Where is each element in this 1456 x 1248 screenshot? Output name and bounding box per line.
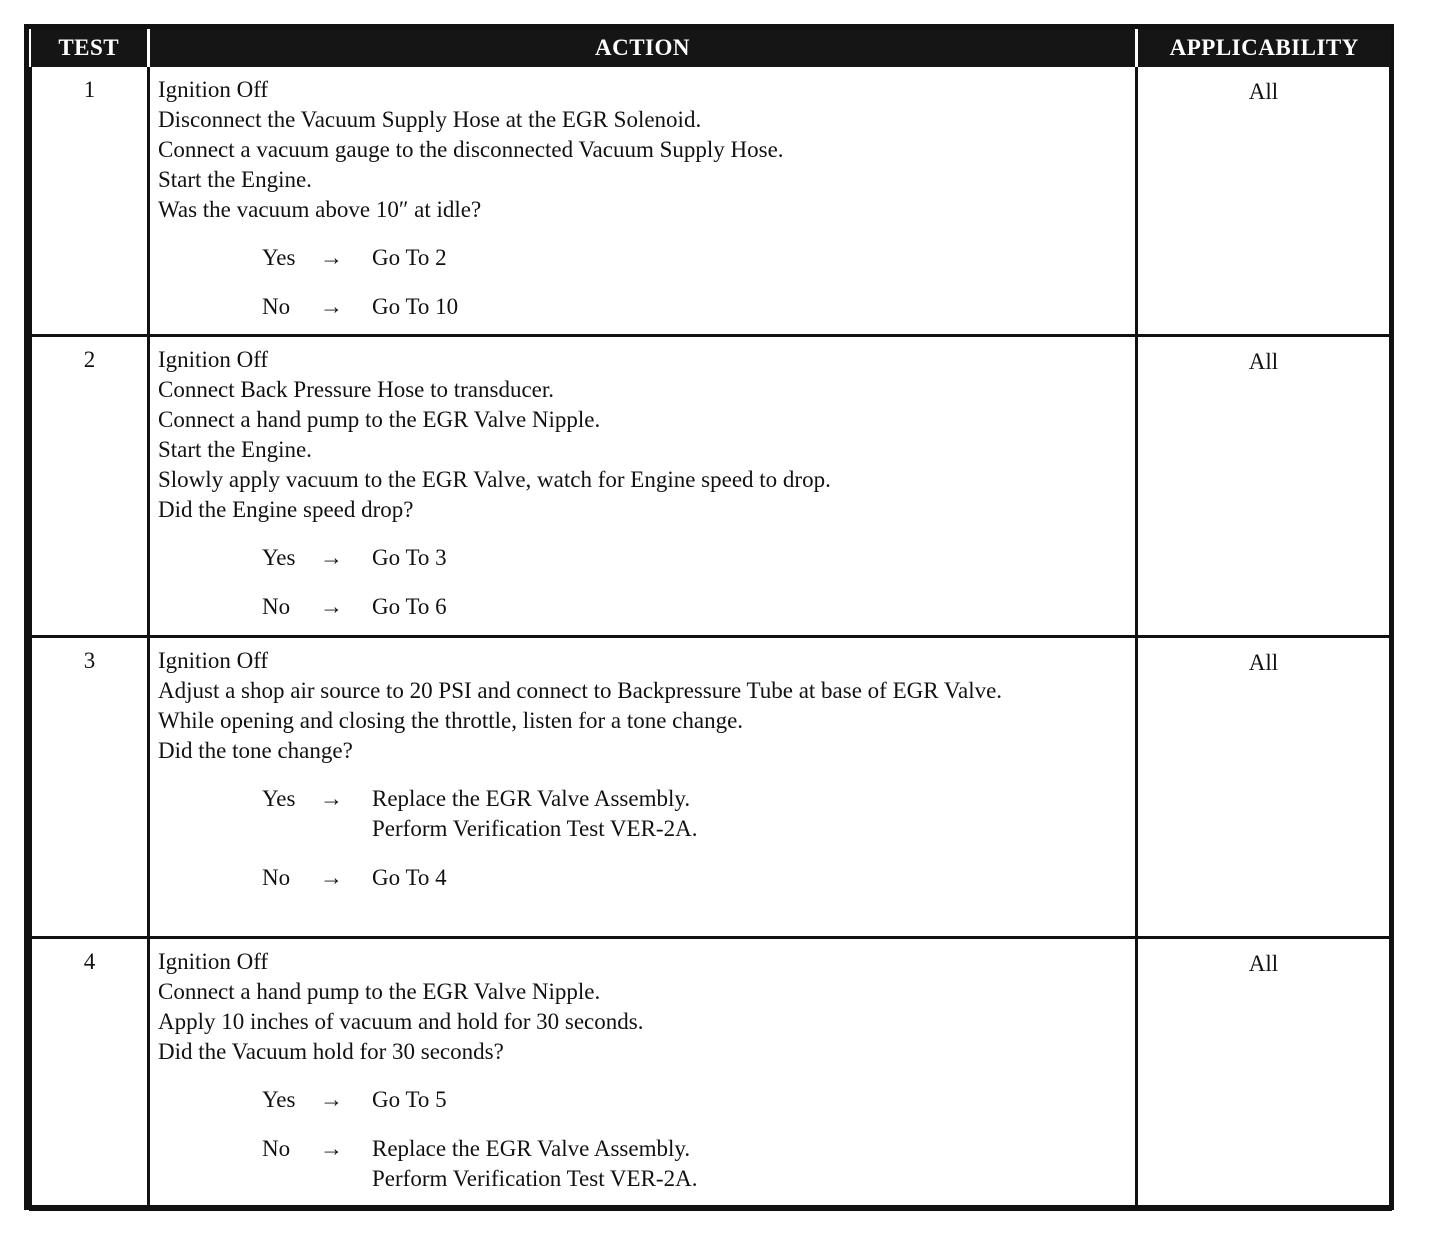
applicability-cell: All xyxy=(1137,937,1391,1209)
table-header-row xyxy=(31,29,1391,67)
header-action: ACTION xyxy=(149,29,1137,67)
no-label: No xyxy=(262,294,291,319)
action-step: While opening and closing the throttle, listen for a tone change. xyxy=(158,707,744,733)
action-step: Ignition Off xyxy=(158,77,269,102)
table-row xyxy=(31,335,1391,636)
test-number: 2 xyxy=(31,335,149,636)
arrow-icon: → xyxy=(320,544,343,570)
arrow-icon: → xyxy=(320,864,343,890)
yes-outcome xyxy=(372,543,1127,573)
yes-label: Yes xyxy=(262,1086,296,1112)
table-row xyxy=(31,937,1391,1209)
action-step: Disconnect the Vacuum Supply Hose at the EGR Solenoid. xyxy=(158,107,702,132)
action-step: Connect a hand pump to the EGR Valve Nipple. xyxy=(158,978,601,1004)
action-step: Connect a hand pump to the EGR Valve Nipple. xyxy=(158,406,601,432)
response-block xyxy=(158,543,1127,622)
outcome-line: Go To 3 xyxy=(372,544,447,570)
outcome-line: Go To 2 xyxy=(372,245,447,270)
table-row xyxy=(31,67,1391,335)
yes-label: Yes xyxy=(262,245,296,270)
action-step: Did the Vacuum hold for 30 seconds? xyxy=(158,1038,504,1064)
outcome-line: Go To 5 xyxy=(372,1086,447,1112)
action-step: Start the Engine. xyxy=(158,167,312,192)
action-cell xyxy=(149,335,1137,636)
no-outcome xyxy=(372,863,1127,893)
action-cell xyxy=(149,937,1137,1209)
response-block xyxy=(158,1085,1127,1194)
action-step: Adjust a shop air source to 20 PSI and connect to Backpressure Tube at base of EGR Valve. xyxy=(158,677,1003,703)
no-response xyxy=(158,863,1127,893)
outcome-line: Go To 4 xyxy=(372,864,447,890)
action-step: Did the tone change? xyxy=(158,737,353,763)
response-block xyxy=(158,243,1127,322)
test-number: 3 xyxy=(31,636,149,937)
yes-response xyxy=(158,1085,1127,1115)
action-step: Start the Engine. xyxy=(158,436,312,462)
yes-response xyxy=(158,243,1127,273)
action-step: Did the Engine speed drop? xyxy=(158,496,414,522)
action-step: Apply 10 inches of vacuum and hold for 30 seconds. xyxy=(158,1008,644,1034)
yes-response xyxy=(158,543,1127,573)
yes-label: Yes xyxy=(262,785,296,811)
diagnostic-test-table xyxy=(29,29,1392,1211)
diagnostic-table-frame xyxy=(24,24,1394,1210)
test-number: 4 xyxy=(31,937,149,1209)
response-block xyxy=(158,784,1127,893)
arrow-icon: → xyxy=(320,245,343,270)
applicability-cell: All xyxy=(1137,335,1391,636)
applicability-cell: All xyxy=(1137,67,1391,335)
action-step: Ignition Off xyxy=(158,647,269,673)
action-step: Ignition Off xyxy=(158,346,269,372)
yes-label: Yes xyxy=(262,544,296,570)
outcome-line: Perform Verification Test VER-2A. xyxy=(372,1165,698,1191)
test-number: 1 xyxy=(31,67,149,335)
arrow-icon: → xyxy=(320,1135,343,1161)
action-step: Connect a vacuum gauge to the disconnected Vacuum Supply Hose. xyxy=(158,137,784,162)
no-response xyxy=(158,292,1127,322)
outcome-line: Perform Verification Test VER-2A. xyxy=(372,815,698,841)
action-cell xyxy=(149,636,1137,937)
outcome-line: Go To 10 xyxy=(372,294,459,319)
no-label: No xyxy=(262,1135,291,1161)
no-label: No xyxy=(262,593,291,619)
action-step: Slowly apply vacuum to the EGR Valve, watch for Engine speed to drop. xyxy=(158,466,831,492)
no-outcome xyxy=(372,292,1127,322)
yes-outcome xyxy=(372,243,1127,273)
yes-outcome xyxy=(372,784,1127,844)
arrow-icon: → xyxy=(320,294,343,319)
header-test: TEST xyxy=(31,29,149,67)
arrow-icon: → xyxy=(320,593,343,619)
header-applicability: APPLICABILITY xyxy=(1137,29,1391,67)
no-label: No xyxy=(262,864,291,890)
action-step: Connect Back Pressure Hose to transducer. xyxy=(158,376,555,402)
action-cell xyxy=(149,67,1137,335)
outcome-line: Replace the EGR Valve Assembly. xyxy=(372,1135,691,1161)
action-step: Was the vacuum above 10″ at idle? xyxy=(158,197,482,222)
yes-outcome xyxy=(372,1085,1127,1115)
no-response xyxy=(158,1134,1127,1194)
outcome-line: Replace the EGR Valve Assembly. xyxy=(372,785,691,811)
no-outcome xyxy=(372,1134,1127,1194)
yes-response xyxy=(158,784,1127,844)
arrow-icon: → xyxy=(320,1086,343,1112)
action-step: Ignition Off xyxy=(158,948,269,974)
table-row xyxy=(31,636,1391,937)
applicability-cell: All xyxy=(1137,636,1391,937)
table-body xyxy=(31,67,1391,1209)
arrow-icon: → xyxy=(320,785,343,811)
no-response xyxy=(158,592,1127,622)
no-outcome xyxy=(372,592,1127,622)
outcome-line: Go To 6 xyxy=(372,593,447,619)
